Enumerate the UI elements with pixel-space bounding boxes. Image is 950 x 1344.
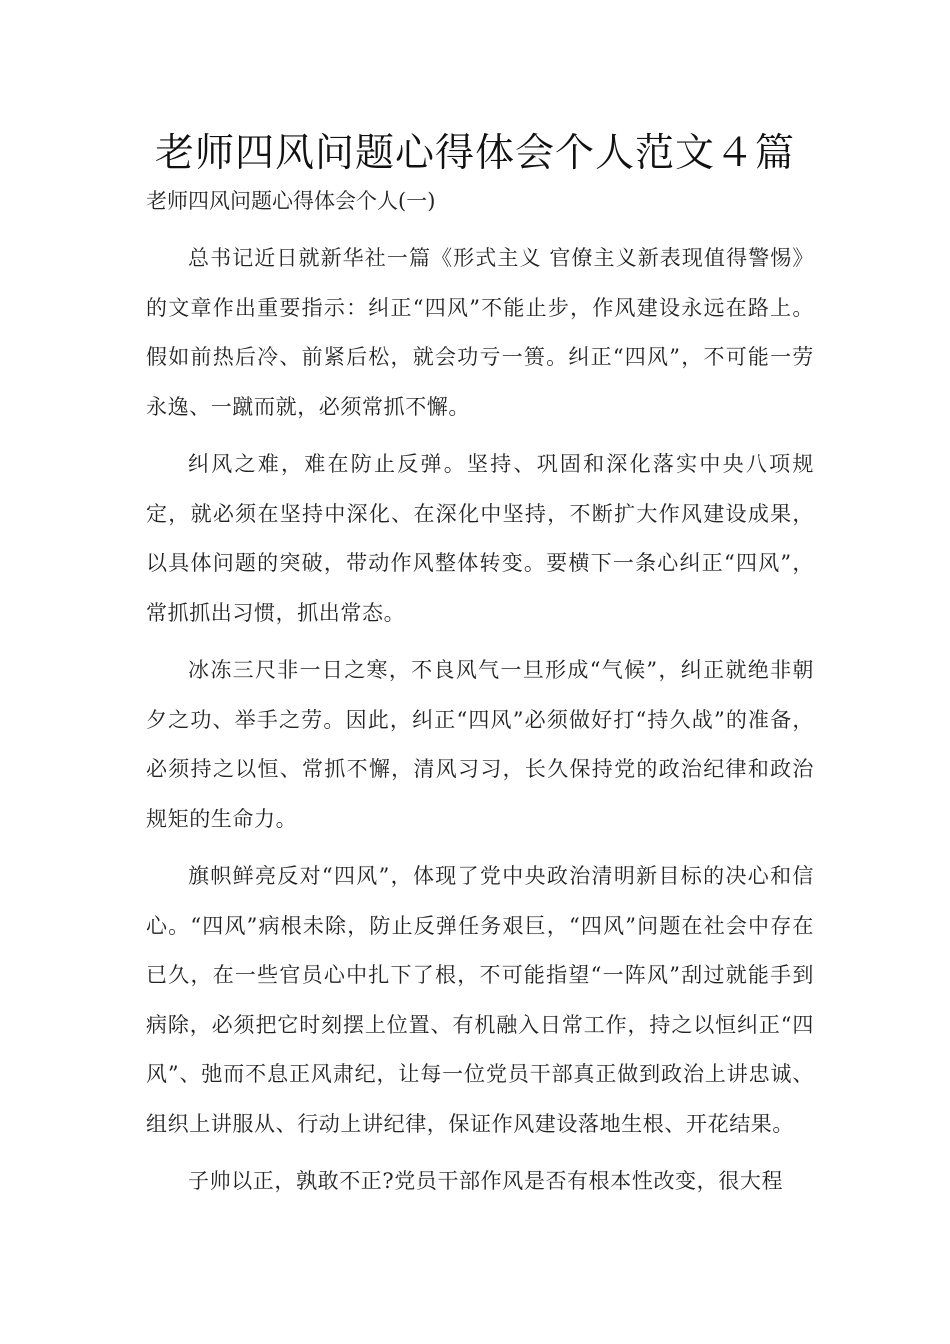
paragraph-2: 纠风之难，难在防止反弹。坚持、巩固和深化落实中央八项规定，就必须在坚持中深化、在深化中坚持，不断扩大作风建设成果，以具体问题的突破，带动作风整体转变。要横下一条心纠正“四风”，常抓抓出习惯，抓出常态。 xyxy=(146,452,814,625)
paragraph-5: 子帅以正，孰敢不正?党员干部作风是否有根本性改变，很大程 xyxy=(188,1169,784,1193)
section-subtitle: 老师四风问题心得体会个人(一) xyxy=(146,189,436,213)
paragraph-3: 冰冻三尺非一日之寒，不良风气一旦形成“气候”，纠正就绝非朝夕之功、举手之劳。因此，纠正“四风”必须做好打“持久战”的准备，必须持之以恒、常抓不懈，清风习习，长久保持党的政治纪律和政治规矩的生命力。 xyxy=(146,658,814,831)
document-body xyxy=(146,234,814,1215)
document-title: 老师四风问题心得体会个人范文４篇 xyxy=(154,131,795,176)
paragraph-4: 旗帜鲜亮反对“四风”，体现了党中央政治清明新目标的决心和信心。“四风”病根未除，防止反弹任务艰巨，“四风”问题在社会中存在已久，在一些官员心中扎下了根，不可能指望“一阵风”刮过就能手到病除，必须把它时刻摆上位置、有机融入日常工作，持之以恒纠正“四风”、弛而不息正风肃纪，让每一位党员干部真正做到政治上讲忠诚、组织上讲服从、行动上讲纪律，保证作风建设落地生根、开花结果。 xyxy=(146,864,814,1136)
paragraph-1: 总书记近日就新华社一篇《形式主义 官僚主义新表现值得警惕》的文章作出重要指示：纠正“四风”不能止步，作风建设永远在路上。假如前热后冷、前紧后松，就会功亏一篑。纠正“四风”，不可能一劳永逸、一蹴而就，必须常抓不懈。 xyxy=(146,246,814,419)
